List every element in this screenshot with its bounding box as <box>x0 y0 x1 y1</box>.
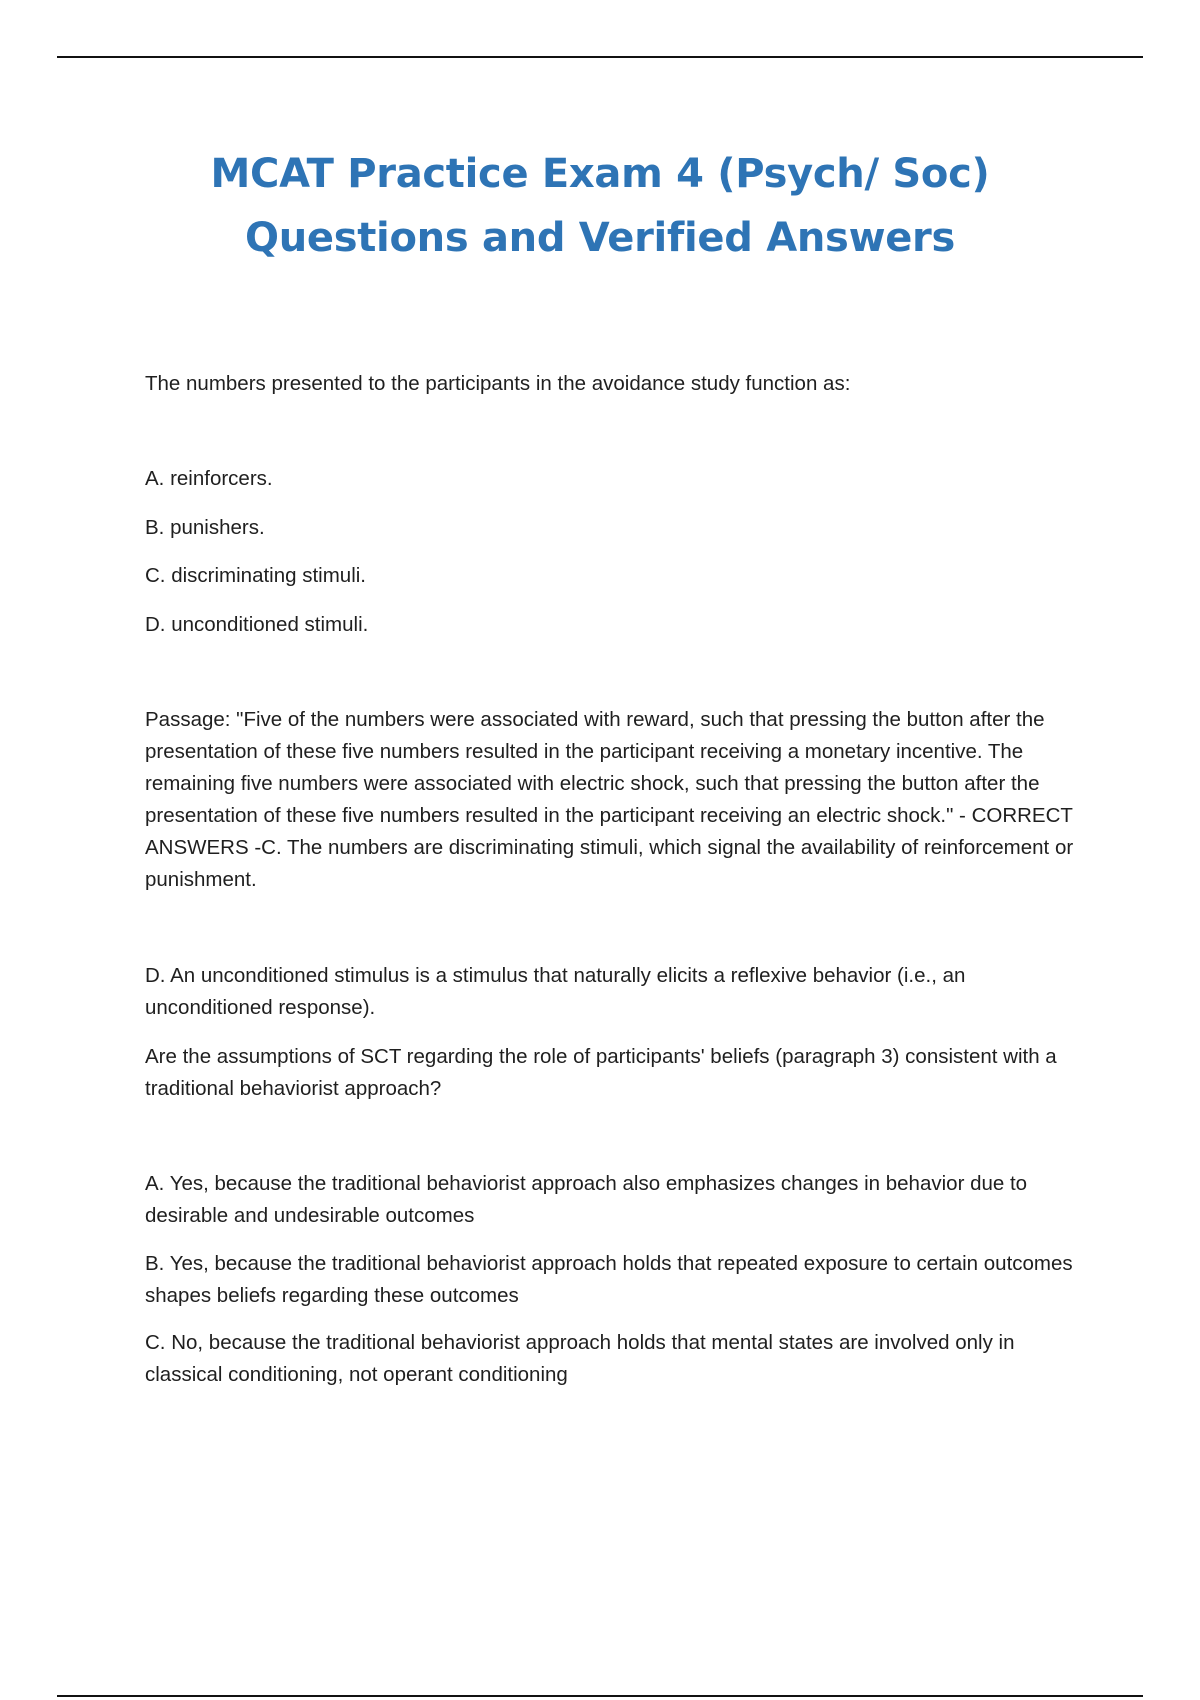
question-2-option-a: A. Yes, because the traditional behaviorist approach also emphasizes changes in behavior due to desirable and undesirable outcomes <box>145 1172 1028 1227</box>
question-1-option-d: D. unconditioned stimuli. <box>145 613 369 636</box>
question-1-option-c: C. discriminating stimuli. <box>145 564 366 587</box>
question-1-option-a: A. reinforcers. <box>145 467 273 490</box>
question-2-option-c: C. No, because the traditional behaviorist approach holds that mental states are involved only in classical conditioning, not operant conditioning <box>145 1331 1015 1386</box>
question-1-explanation-d: D. An unconditioned stimulus is a stimulus that naturally elicits a reflexive behavior (i.e., an unconditioned response). <box>145 964 966 1019</box>
question-1-stem: The numbers presented to the participants in the avoidance study function as: <box>145 372 851 395</box>
question-2-option-b: B. Yes, because the traditional behaviorist approach holds that repeated exposure to certain outcomes shapes beliefs regarding these outcomes <box>145 1252 1073 1307</box>
question-2-stem: Are the assumptions of SCT regarding the role of participants' beliefs (paragraph 3) consistent with a traditional behaviorist approach? <box>145 1045 1057 1100</box>
footer-rule <box>57 1695 1143 1697</box>
header-rule <box>57 56 1143 58</box>
question-1-passage-answer: Passage: "Five of the numbers were associated with reward, such that pressing the button after the presentation of these five numbers resulted in the participant receiving a monetary incentive. The remaining five numbers were associated with electric shock, such that pressing the button after the presentation of these five numbers resulted in the participant receiving an electric shock." - CORRECT ANSWERS -C. The numbers are discriminating stimuli, which signal the availability of reinforcement or punishment. <box>145 708 1074 891</box>
question-1-option-b: B. punishers. <box>145 516 265 539</box>
document-title: MCAT Practice Exam 4 (Psych/ Soc) Questions and Verified Answers <box>210 151 990 261</box>
